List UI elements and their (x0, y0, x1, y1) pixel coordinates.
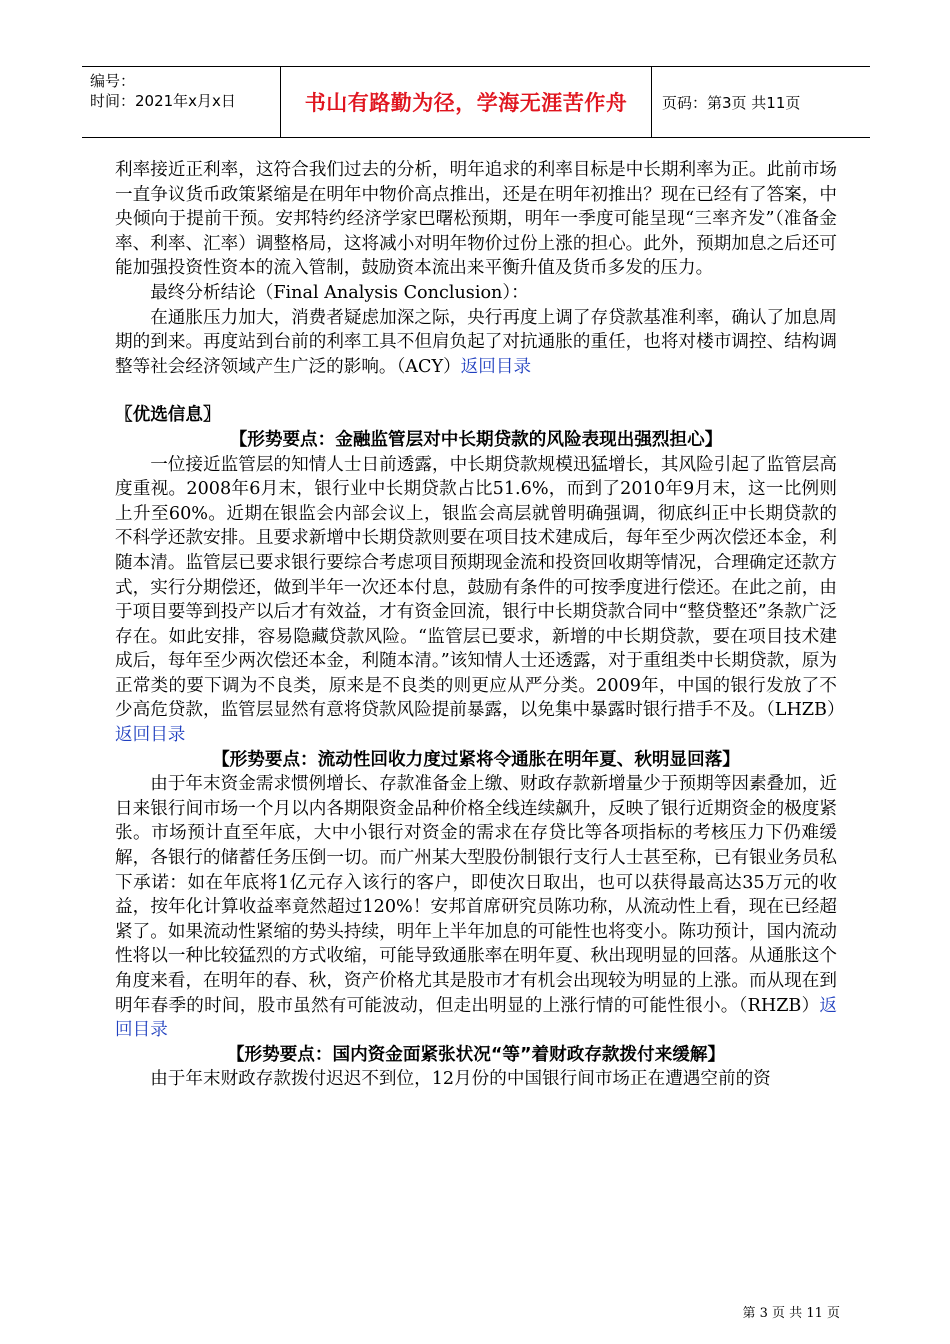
document-date: 时间：2021年x月x日 (90, 92, 236, 110)
document-number: 编号： (90, 72, 136, 90)
paragraph: 利率接近正利率，这符合我们过去的分析，明年追求的利率目标是中长期利率为正。此前市场一直争议货币政策紧缩是在明年中物价高点推出，还是在明年初推出？现在已经有了答案，中央倾向于提前干预。安邦特约经济学家巴曙松预期，明年一季度可能呈现“三率齐发”（准备金率、利率、汇率）调整格局，这将减小对明年物价过份上涨的担心。此外，预期加息之后还可能加强投资性资本的流入管制，鼓励资本流出来平衡升值及货币多发的压力。 (115, 160, 837, 279)
article-heading: 【形势要点：流动性回收力度过紧将令通胀在明年夏、秋明显回落】 (212, 749, 740, 770)
article-paragraph: 由于年末资金需求惯例增长、存款准备金上缴、财政存款新增量少于预期等因素叠加，近日来银行间市场一个月以内各期限资金品种价格全线连续飙升，反映了银行近期资金的极度紧张。市场预计直至年底，大中小银行对资金的需求在存贷比等各项指标的考核压力下仍难缓解，各银行的储蓄任务压倒一切。而广州某大型股份制银行支行人士甚至称，已有银业务员私下承诺：如在年底将1亿元存入该行的客户，即使次日取出，也可以获得最高达35万元的收益，按年化计算收益率竟然超过120%！安邦首席研究员陈功称，从流动性上看，现在已经超紧了。如果流动性紧缩的势头持续，明年上半年加息的可能性也将变小。陈功预计，国内流动性将以一种比较猛烈的方式收缩，可能导致通胀率在明年夏、秋出现明显的回落。从通胀这个角度来看，在明年的春、秋，资产价格尤其是股市才有机会出现较为明显的上涨。而从现在到明年春季的时间，股市虽然有可能波动，但走出明显的上涨行情的可能性很小。（RHZB）返回目录 (115, 774, 837, 1041)
conclusion-paragraph: 在通胀压力加大，消费者疑虑加深之际，央行再度上调了存贷款基准利率，确认了加息周期的到来。再度站到台前的利率工具不但肩负起了对抗通胀的重任，也将对楼市调控、结构调整等社会经济领域产生广泛的影响。（ACY）返回目录 (115, 307, 837, 377)
page-footer: 第 3 页 共 11 页 (742, 1306, 840, 1321)
header-meta (82, 67, 280, 137)
section-title: 〖优选信息〗 (115, 405, 221, 426)
conclusion-title: 最终分析结论（Final Analysis Conclusion）： (150, 282, 529, 303)
back-to-toc-link[interactable]: 返回目录 (115, 995, 837, 1041)
document-body (115, 158, 845, 1092)
article-paragraph: 一位接近监管层的知情人士日前透露，中长期贷款规模迅猛增长，其风险引起了监管层高度重视。2008年6月末，银行业中长期贷款占比51.6%，而到了2010年9月末，这一比例则上升至60%。近期在银监会内部会议上，银监会高层就曾明确强调，彻底纠正中长期贷款的不科学还款安排。且要求新增中长期贷款则要在项目技术建成后，每年至少两次偿还本金，利随本清。监管层已要求银行要综合考虑项目预期现金流和投资回收期等情况，合理确定还款方式，实行分期偿还，做到半年一次还本付息，鼓励有条件的可按季度进行偿还。在此之前，由于项目要等到投产以后才有效益，才有资金回流，银行中长期贷款合同中“整贷整还”条款广泛存在。如此安排，容易隐藏贷款风险。“监管层已要求，新增的中长期贷款，要在项目技术建成后，每年至少两次偿还本金，利随本清。”该知情人士还透露，对于重组类中长期贷款，原为正常类的要下调为不良类，原来是不良类的则更应从严分类。2009年，中国的银行发放了不少高危贷款，监管层显然有意将贷款风险提前暴露，以免集中暴露时银行措手不及。（LHZB）返回目录 (115, 454, 845, 746)
header-page-info: 页码：第3页 共11页 (662, 93, 801, 112)
article-heading: 【形势要点：国内资金面紧张状况“等”着财政存款拨付来缓解】 (226, 1044, 726, 1065)
article-paragraph: 由于年末财政存款拨付迟迟不到位，12月份的中国银行间市场正在遭遇空前的资 (150, 1069, 771, 1090)
back-to-toc-link[interactable]: 返回目录 (460, 356, 532, 377)
article-heading: 【形势要点：金融监管层对中长期贷款的风险表现出强烈担心】 (229, 429, 723, 450)
page-header (82, 66, 870, 138)
back-to-toc-link[interactable]: 返回目录 (115, 725, 186, 746)
header-motto: 书山有路勤为径，学海无涯苦作舟 (280, 67, 652, 137)
